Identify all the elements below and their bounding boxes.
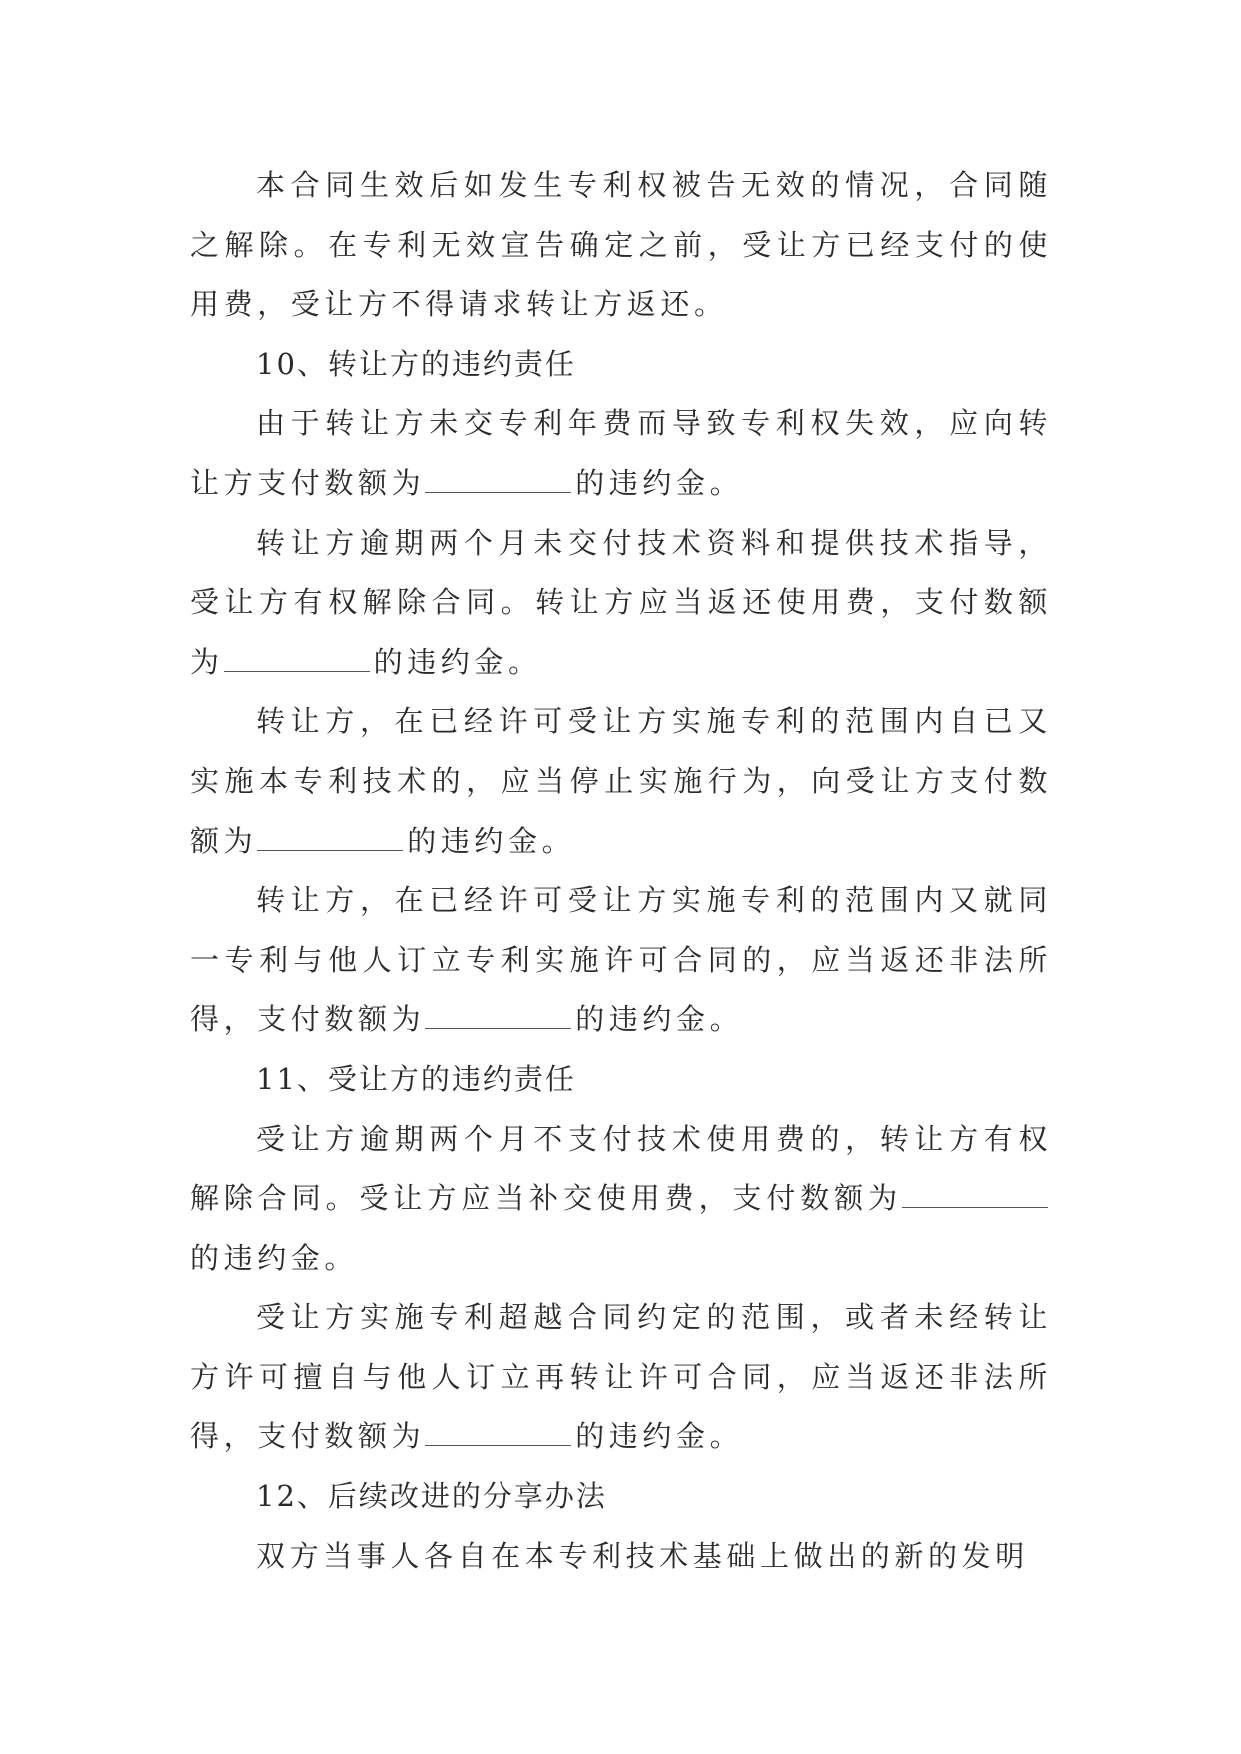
- amount-blank: [425, 1002, 571, 1029]
- paragraph-text: 的违约金。: [575, 1002, 744, 1037]
- paragraph-text: 转让方，在已经许可受让方实施专利的范围内自已又实施本专利技术的，应当停止实施行为，向受让方支付数额为: [190, 704, 1052, 858]
- paragraph-text: 的违约金。: [190, 1240, 359, 1275]
- paragraph-text: 的违约金。: [373, 644, 542, 679]
- paragraph-text: 转让方逾期两个月未交付技术资料和提供技术指导，受让方有权解除合同。转让方应当返还使用费，支付数额为: [190, 525, 1052, 679]
- heading-transferor-liability: 10、转让方的违约责任: [256, 346, 576, 381]
- amount-blank: [257, 824, 403, 851]
- paragraph-text: 转让方，在已经许可受让方实施专利的范围内又就同一专利与他人订立专利实施许可合同的，应当返还非法所得，支付数额为: [190, 883, 1052, 1037]
- paragraph-duplicate-license-breach: [190, 871, 1052, 1050]
- heading-transferee-liability: 11、受让方的违约责任: [256, 1061, 576, 1096]
- paragraph-invalidity: 本合同生效后如发生专利权被告无效的情况，合同随之解除。在专利无效宣告确定之前，受让方已经支付的使用费，受让方不得请求转让方返还。: [190, 168, 1052, 322]
- amount-blank: [224, 645, 370, 672]
- amount-blank: [425, 466, 571, 493]
- paragraph-late-delivery-breach: [190, 514, 1052, 693]
- paragraph-text: 的违约金。: [575, 465, 744, 500]
- paragraph-text: 的违约金。: [575, 1419, 744, 1454]
- paragraph-late-payment-breach: [190, 1110, 1052, 1289]
- paragraph-scope-exceeded-breach: [190, 1288, 1052, 1467]
- paragraph-text: 的违约金。: [407, 823, 576, 858]
- paragraph-text: 由于转让方未交专利年费而导致专利权失效，应向转让方支付数额为: [190, 406, 1052, 500]
- amount-blank: [425, 1419, 571, 1446]
- document-page: [190, 156, 1052, 1586]
- amount-blank: [902, 1181, 1048, 1208]
- paragraph-self-implementation-breach: [190, 692, 1052, 871]
- paragraph-new-inventions: 双方当事人各自在本专利技术基础上做出的新的发明: [256, 1538, 1029, 1573]
- paragraph-text: 受让方逾期两个月不支付技术使用费的，转让方有权解除合同。受让方应当补交使用费，支付数额为: [190, 1121, 1052, 1216]
- paragraph-text: 受让方实施专利超越合同约定的范围，或者未经转让方许可擅自与他人订立再转让许可合同，应当返还非法所得，支付数额为: [190, 1300, 1052, 1454]
- paragraph-annual-fee-breach: [190, 394, 1052, 513]
- heading-improvement-sharing: 12、后续改进的分享办法: [256, 1479, 607, 1514]
